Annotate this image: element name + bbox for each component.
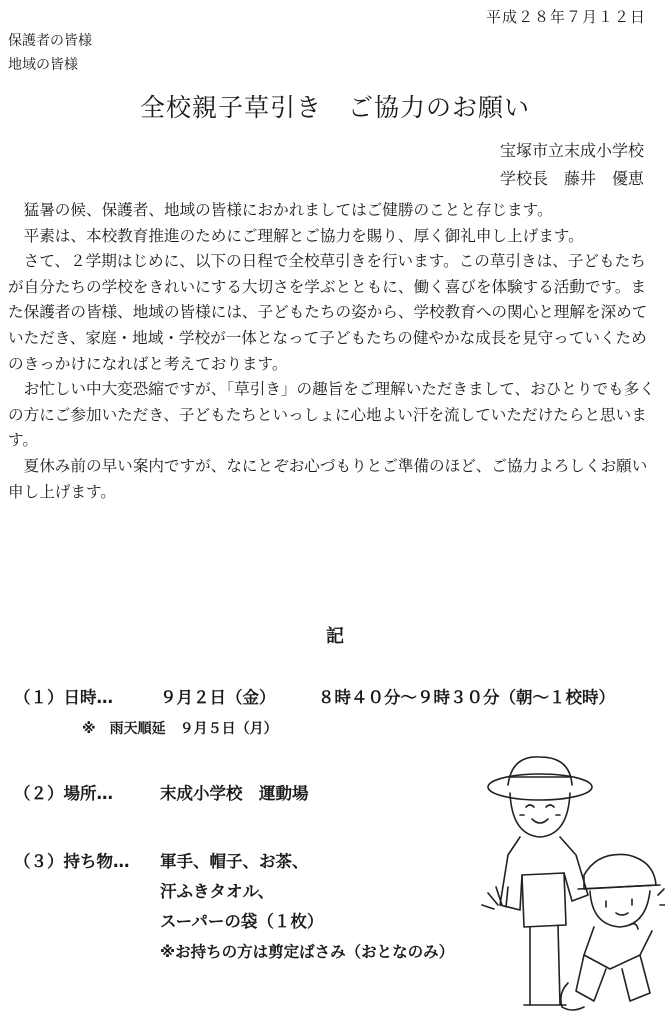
datetime-date: ９月２日（金）: [160, 688, 276, 707]
straw-hat-crown: [508, 757, 572, 785]
body-paragraph-event: さて、２学期はじめに、以下の日程で全校草引きを行います。この草引きは、子どもたちが自分たちの学校をきれいにする大切さを学ぶとともに、働く喜びを体験する活動です。また保護者の皆様、地域の皆様には、子どもたちの姿から、学校教育への関心と理解を深めていただき、家庭・地域・学校が一体となって子どもたちの健やかな成長を見守っていくためのきっかけになればと考えております。: [8, 252, 648, 373]
ki-heading: 記: [326, 626, 344, 647]
issue-date: 平成２８年７月１２日: [485, 8, 646, 26]
recipient-community: 地域の皆様: [8, 57, 78, 73]
belongings-line-2: 汗ふきタオル、: [160, 882, 275, 901]
belongings-line-1: 軍手、帽子、お茶、: [160, 852, 309, 871]
belongings-line-3: スーパーの袋（１枚）: [160, 912, 324, 931]
datetime-time: ８時４０分～９時３０分（朝～１校時）: [318, 688, 615, 707]
sender-principal: 学校長 藤井 優恵: [500, 169, 645, 188]
datetime-label: （１）日時…: [14, 688, 113, 707]
body-paragraph-request: お忙しい中大変恐縮ですが、「草引き」の趣旨をご理解いただきまして、おひとりでも多くの方にご参加いただき、子どもたちといっしょに心地よい汗を流していただけたらと思います。: [8, 380, 655, 450]
sender-school: 宝塚市立末成小学校: [500, 141, 645, 160]
small-child-bag: [561, 983, 584, 1010]
page-title: 全校親子草引き ご協力のお願い: [139, 93, 530, 122]
body-paragraph-closing: 夏休み前の早い案内ですが、なにとぞお心づもりとご準備のほど、ご協力よろしくお願い申し上げます。: [8, 456, 648, 501]
belongings-note: ※お持ちの方は剪定ばさみ（おとなのみ）: [160, 943, 455, 961]
place-value: 末成小学校 運動場: [160, 784, 309, 803]
straw-hat-brim: [488, 774, 592, 800]
small-child-cap: [584, 854, 656, 889]
place-label: （２）場所…: [14, 784, 113, 803]
belongings-label: （３）持ち物…: [14, 852, 130, 871]
recipient-guardians: 保護者の皆様: [8, 33, 92, 49]
children-weeding-illustration: [480, 755, 665, 1020]
letter-body: [8, 198, 658, 505]
child-shirt: [522, 873, 566, 927]
body-paragraph-thanks: 平素は、本校教育推進のためにご理解とご協力を賜り、厚く御礼申し上げます。: [23, 226, 584, 245]
small-child-face: [590, 891, 650, 927]
rain-note: ※ 雨天順延 ９月５日（月）: [82, 721, 278, 737]
body-paragraph-greeting: 猛暑の候、保護者、地域の皆様におかれましてはご健勝のことと存じます。: [23, 201, 553, 219]
